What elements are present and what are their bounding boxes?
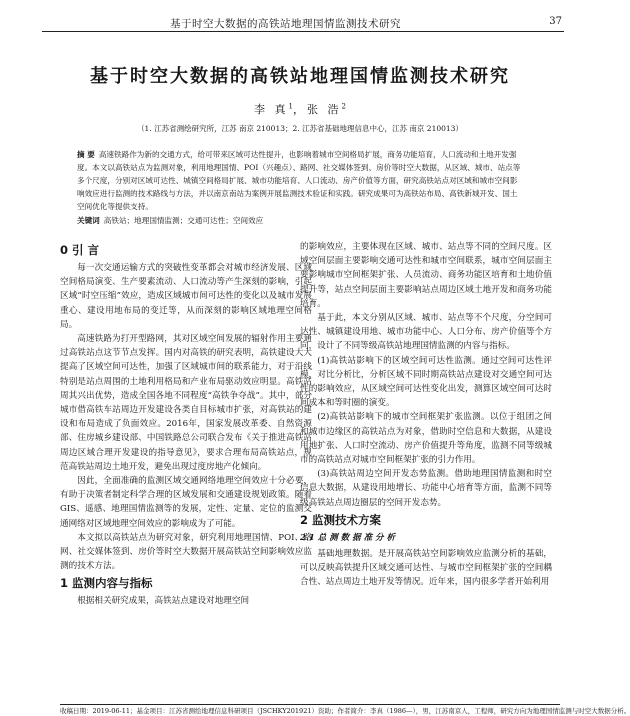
paragraph: 基础地理数据。是开展高铁站空间影响效应监测分析的基础，可以反映高铁提升区域交通可达性、与城市空间框架扩张的空间耦合性、站点周边土地开发等情况。近年来，国内很多学者开始利用 [300, 548, 552, 588]
author-affiliation-mark: 2 [341, 102, 346, 111]
paragraph: 的影响效应，主要体现在区域、城市、站点等不同的空间尺度。区域空间层面主要影响交通可达性和城市空间联系，城市空间层面主要影响城市空间框架扩张、人员流动、商务功能区培育和土地价值提升等，站点空间层面主要影响站点周边区域土地开发和商务功能培育。 [300, 242, 552, 309]
paragraph: 高速铁路为打开型路网，其对区域空间发展的辐射作用主要通过高铁站点这节节点发挥。国内对高铁的研究表明，高铁建设大大提高了区域空间可达性，加强了区域城市间的联系能力，对于沿线特别是站点周围的土地利用格局和产业布局驱动效应明显。高铁站周其兴出优势，造成全国各地不同程度“高铁争夺战”。其中，部分城市借高铁车站周边开发建设各类自目标城市扩张，对高铁站的建设和布局造成了负面效应。2016年，国家发展改革委、自然资源部、住房城乡建设部、中国铁路总公司联合发布《关于推进高铁站周边区域合理开发建设的指导意见》，要求合理布局高铁站点，规范高铁站周边土地开发，避免出现过度房地产化倾向。 [60, 334, 312, 472]
author-affiliation-mark: 1 [288, 102, 293, 111]
author-separator: ， [293, 103, 307, 116]
paragraph: (1)高铁站影响下的区域空间可达性监测。通过空间可达性评模，对比分析比，分析区域不同时期高铁站点建设对交通空间可达性的影响效应，从区域空间可达性变化出发，测算区域空间可达时间成本和等时圈的演变。 [300, 355, 552, 409]
paragraph: 本文拟以高铁站点为研究对象，研究利用地理国情、POI、路网、社交媒体签到、房价等时空大数据开展高铁站空间影响效应监测的技术方法。 [60, 532, 312, 572]
author-name: 张 浩 [307, 103, 342, 116]
subsection-heading: 2.1 总 测 数 据 准 分 析 [300, 532, 396, 543]
running-title: 基于时空大数据的高铁站地理国情监测技术研究 [170, 18, 401, 30]
keywords-text: 高铁站；地理国情监测；交通可达性；空间效应 [103, 216, 264, 225]
section-heading-introduction: 0 引 言 [60, 243, 100, 257]
author-list [0, 101, 600, 117]
footnote: 收稿日期：2019-06-11；基金项目：江苏省测绘地理信息科研项目（JSCHKY201921）资助；作者简介：李真（1986—），男，江苏南京人，工程师，研究方向为地理国情监测与时空大数据分析。 [60, 704, 560, 715]
running-header [42, 14, 564, 32]
keywords [77, 214, 522, 227]
paragraph: (3)高铁站周边空间开发态势监测。借助地理国情监测和时空信息大数据，从建设用地增长、功能中心培育等方面，监测不同等级高铁站点周边圈层的空间开发态势。 [300, 469, 552, 508]
keywords-label: 关键词 [77, 216, 100, 225]
left-column [60, 240, 312, 609]
page-number: 37 [549, 16, 562, 27]
paragraph: 基于此，本文分别从区域、城市、站点等不个尺度，分空间可达性、城镇建设用地、城市功能中心、人口分布、房产价值等个方向，设计了不同等级高铁站地理国情监测的内容与指标。 [300, 313, 552, 352]
abstract [77, 148, 522, 213]
paragraph: (2)高铁站影响下的城市空间框架扩张监测。以位于组团之间和城市边缘区的高铁站点为对象，借助时空信息和大数据，从建设用地扩张、人口时空流动、房产价值提升等角度，监测不同等级城市的高铁站点对城市空间框架扩张的引力作用。 [300, 412, 552, 466]
section-heading-monitoring-content: 1 监测内容与指标 [60, 576, 153, 591]
abstract-label: 摘 要 [77, 150, 95, 159]
section-heading-technical-plan: 2 监测技术方案 [300, 512, 382, 527]
affiliations: （1. 江苏省测绘研究所，江苏 南京 210013；2. 江苏省基础地理信息中心，江苏 南京 210013） [137, 124, 463, 133]
right-column [300, 240, 552, 589]
author-name: 李 真 [254, 103, 289, 116]
abstract-text: 高速铁路作为新的交通方式，给可带来区域可达性提升，也影响着城市空间格局扩展，商务功能培育，人口流动和土地开发强度。本文以高铁站点为监测对象，利用地理国情、POI（兴趣点）、路网、社交媒体签到、房价等时空大数据，从区域、城市、站点等多个尺度，分别对区域可达性、城镇空间格局扩展、城市功能培育、人口流动、房产价值等方面，研究高铁站点对区域和城市空间影响效应进行监测的技术路线与方法，并以南京南站为案例开展监测技术验证和实践。研究成果可为高铁站布局、高铁新城开发、国土空间优化等提供支持。 [77, 150, 521, 211]
paragraph: 根据相关研究成果，高铁站点建设对地理空间 [77, 596, 250, 607]
paper-title: 基于时空大数据的高铁站地理国情监测技术研究 [90, 66, 510, 87]
paragraph: 因此，全面准确的监测区域交通网络地理空间效应十分必要，有助于决策者制定科学合理的区域发展和交通建设规划政策。随着GIS、遥感、地理国情监测等的发展，定性、定量、定位的监测交通网络对区域地理空间效应的影响成为了可能。 [60, 476, 312, 529]
paragraph: 每一次交通运输方式的突破性变革都会对城市经济发展、区域空间格局演变、生产要素流动、人口流动等产生深刻的影响，引起区域“时空压缩”效应，造成区域城市间可达性的变化以及城市发展重心、建设用地布局的变迁等，从而深刻的影响区域地理空间格局。 [60, 263, 312, 330]
